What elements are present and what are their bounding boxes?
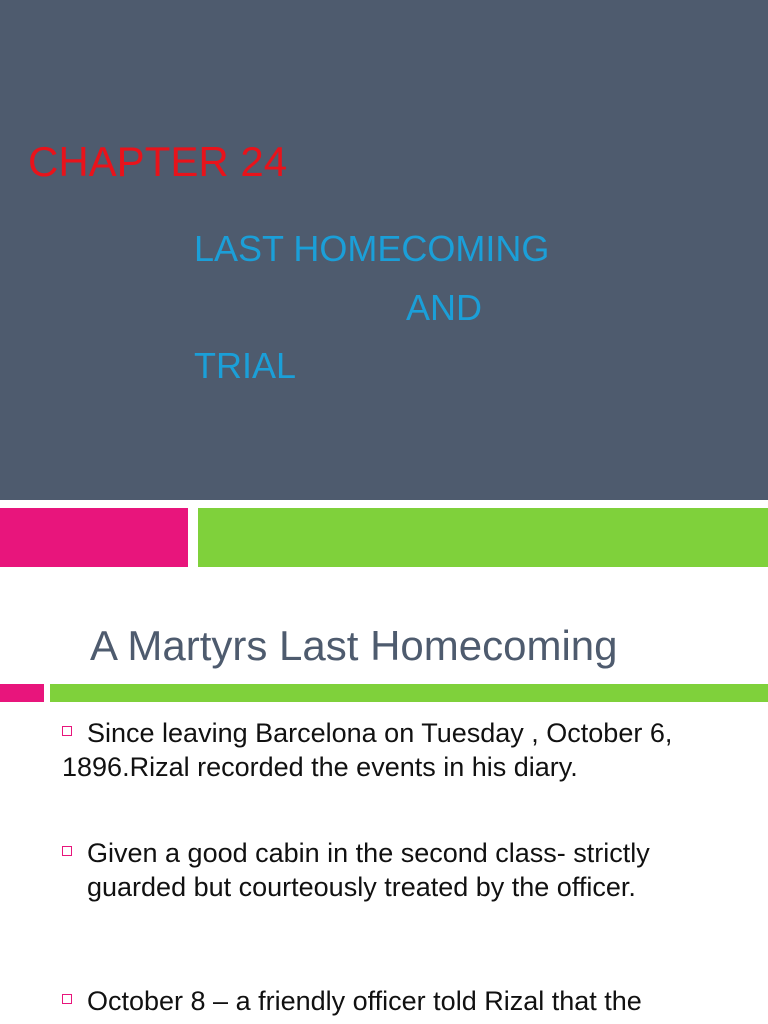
title-slide <box>0 0 768 500</box>
square-bullet-icon <box>62 846 72 856</box>
accent-bar-green-top <box>198 508 768 567</box>
slide-title: A Martyrs Last Homecoming <box>90 622 618 669</box>
bullet-item <box>62 716 742 784</box>
square-bullet-icon <box>62 726 72 736</box>
bullet-text: Given a good cabin in the second class- strictly guarded but courteously treated by the officer. <box>87 838 650 902</box>
bullet-item <box>62 836 742 904</box>
bullet-text: October 8 – a friendly officer told Rizal that the <box>87 986 642 1016</box>
subtitle-line-3: TRIAL <box>194 345 297 386</box>
subtitle-line-2: AND <box>406 287 483 328</box>
chapter-heading: CHAPTER 24 <box>28 138 288 185</box>
square-bullet-icon <box>62 994 72 1004</box>
accent-bar-pink-top <box>0 508 188 567</box>
bullet-item <box>62 984 742 1018</box>
slide-divider <box>0 500 768 508</box>
accent-bar-pink-thin <box>0 684 44 702</box>
subtitle-line-1: LAST HOMECOMING <box>194 228 550 269</box>
bullet-text: Since leaving Barcelona on Tuesday , October 6, 1896.Rizal recorded the events in his diary. <box>62 718 673 782</box>
accent-bar-green-thin <box>50 684 768 702</box>
